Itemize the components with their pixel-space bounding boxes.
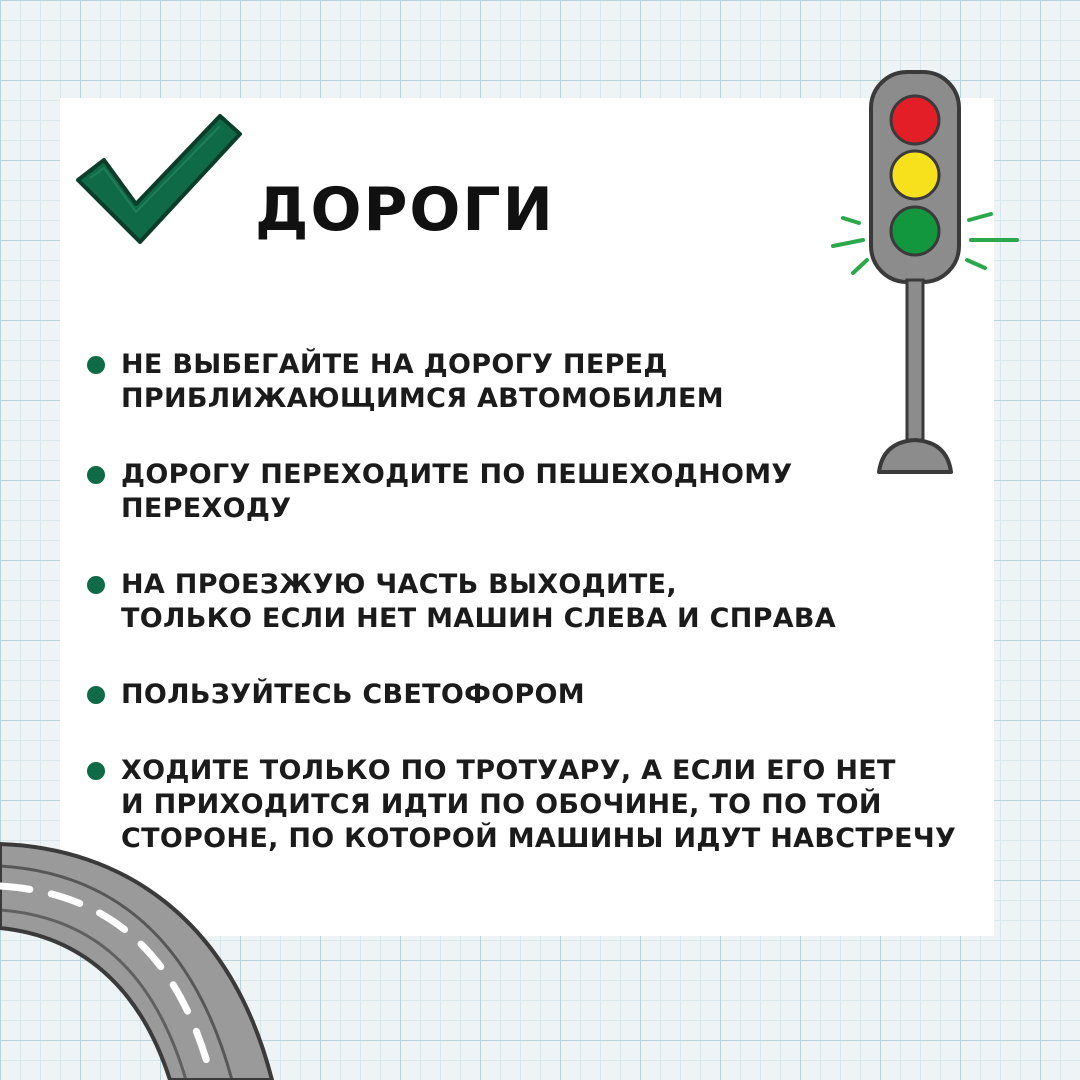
bullet-icon (87, 576, 105, 594)
traffic-light-icon (825, 68, 1025, 488)
bullet-icon (87, 466, 105, 484)
bullet-icon (87, 686, 105, 704)
green-light-icon (891, 207, 939, 255)
rule-text: НА ПРОЕЗЖУЮ ЧАСТЬ ВЫХОДИТЕ, ТОЛЬКО ЕСЛИ НЕТ МАШИН СЛЕВА И СПРАВА (121, 569, 836, 634)
traffic-light-pole (907, 280, 923, 440)
rule-text: ХОДИТЕ ТОЛЬКО ПО ТРОТУАРУ, А ЕСЛИ ЕГО НЕТ И ПРИХОДИТСЯ ИДТИ ПО ОБОЧИНЕ, ТО ПО ТОЙ СТОРОНЕ, ПО КОТОРОЙ МАШИНЫ ИДУТ НАВСТРЕЧУ (121, 755, 957, 854)
bullet-icon (87, 762, 105, 780)
red-light-icon (891, 96, 939, 144)
page-title: ДОРОГИ (255, 175, 555, 245)
checkmark-icon (70, 108, 250, 248)
yellow-light-icon (891, 151, 939, 199)
traffic-light-base (879, 440, 951, 472)
road-illustration (0, 836, 300, 1080)
list-item (85, 568, 965, 636)
rule-text: НЕ ВЫБЕГАЙТЕ НА ДОРОГУ ПЕРЕД ПРИБЛИЖАЮЩИМСЯ АВТОМОБИЛЕМ (121, 349, 724, 414)
rule-text: ПОЛЬЗУЙТЕСЬ СВЕТОФОРОМ (121, 679, 585, 710)
rule-text: ДОРОГУ ПЕРЕХОДИТЕ ПО ПЕШЕХОДНОМУ ПЕРЕХОДУ (121, 459, 793, 524)
list-item (85, 678, 965, 712)
bullet-icon (87, 356, 105, 374)
